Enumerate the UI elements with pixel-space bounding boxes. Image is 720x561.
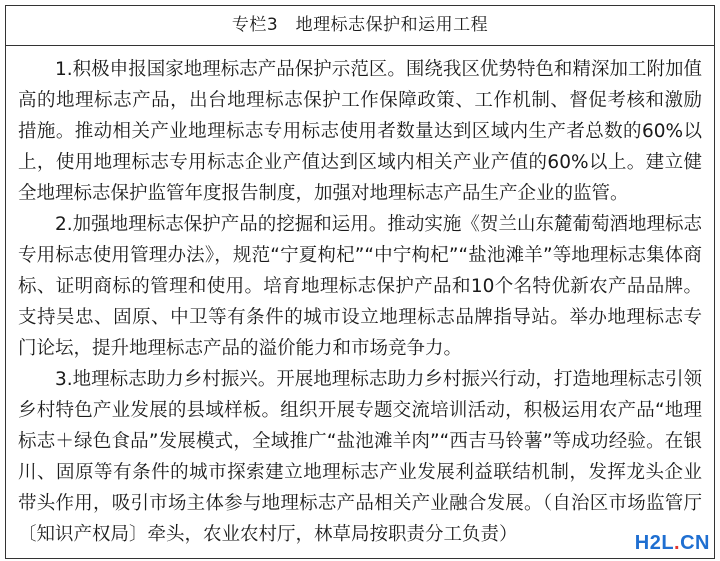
column-box bbox=[5, 5, 715, 559]
paragraph-3: 3.地理标志助力乡村振兴。开展地理标志助力乡村振兴行动，打造地理标志引领乡村特色产业发展的县域样板。组织开展专题交流培训活动，积极运用农产品“地理标志＋绿色食品”发展模式，全域推广“盐池滩羊肉”“西吉马铃薯”等成功经验。在银川、固原等有条件的城市探索建立地理标志产业发展利益联结机制，发挥龙头企业带头作用，吸引市场主体参与地理标志产品相关产业融合发展。（自治区市场监管厅〔知识产权局〕牵头，农业农村厅，林草局按职责分工负责） bbox=[18, 369, 702, 545]
paragraph-1: 1.积极申报国家地理标志产品保护示范区。围绕我区优势特色和精深加工附加值高的地理标志产品，出台地理标志保护工作保障政策、工作机制、督促考核和激励措施。推动相关产业地理标志专用标志使用者数量达到区域内生产者总数的60%以上，使用地理标志专用标志企业产值达到区域内相关产业产值的60%以上。建立健全地理标志保护监管年度报告制度，加强对地理标志产品生产企业的监管。 bbox=[18, 59, 702, 204]
site-watermark bbox=[633, 532, 712, 555]
watermark-dot: . bbox=[674, 532, 681, 554]
watermark-cn: CN bbox=[680, 532, 710, 554]
column-title: 专栏3 地理标志保护和运用工程 bbox=[6, 6, 714, 46]
watermark-h2l: H2L bbox=[634, 532, 675, 554]
paragraph-2: 2.加强地理标志保护产品的挖掘和运用。推动实施《贺兰山东麓葡萄酒地理标志专用标志使用管理办法》，规范“宁夏枸杞”“中宁枸杞”“盐池滩羊”等地理标志集体商标、证明商标的管理和使用。培育地理标志保护产品和10个名特优新农产品品牌。支持吴忠、固原、中卫等有条件的城市设立地理标志品牌指导站。举办地理标志专门论坛，提升地理标志产品的溢价能力和市场竞争力。 bbox=[18, 214, 702, 359]
column-body bbox=[6, 46, 714, 550]
